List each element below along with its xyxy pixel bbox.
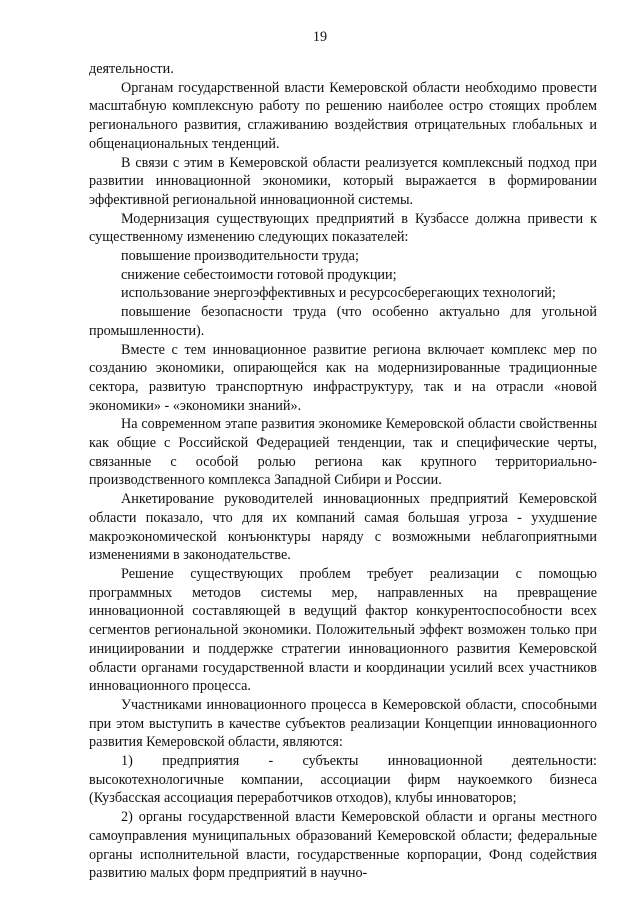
list-item: использование энергоэффективных и ресурсосберегающих технологий; <box>121 285 556 302</box>
paragraph: Решение существующих проблем требует реализации с помощью программных методов системы мер, направленных на превращение инновационной составляющей в ведущий фактор конкурентоспособности всех сегментов региональной экономики. Положительный эффект возможен только при инициировании и поддержке стратегии инновационного развития Кемеровской области органами государственной власти и координации усилий всех участников инновационного процесса. <box>89 565 597 695</box>
paragraph: Анкетирование руководителей инновационных предприятий Кемеровской области показало, что для их компаний самая большая угроза - ухудшение макроэкономической конъюнктуры наряду с возможными неблагоприятными изменениями в законодательстве. <box>89 491 597 564</box>
paragraph: Вместе с тем инновационное развитие региона включает комплекс мер по созданию экономики, опирающейся как на модернизированные традиционные сектора, развитую транспортную инфраструктуру, так и на отрасли «новой экономики» - «экономики знаний». <box>89 341 597 414</box>
paragraph: На современном этапе развития экономике Кемеровской области свойственны как общие с Российской Федерацией тенденции, так и специфические черты, связанные с особой ролью региона как крупного территориально-производственного комплекса Западной Сибири и России. <box>89 416 597 489</box>
document-body <box>89 60 597 883</box>
list-item: повышение производительности труда; <box>121 248 359 265</box>
page-number: 19 <box>312 29 328 45</box>
paragraph: Модернизация существующих предприятий в Кузбассе должна привести к существенному изменению следующих показателей: <box>89 210 597 246</box>
numbered-item: 1) предприятия - субъекты инновационной деятельности: высокотехнологичные компании, ассоциации фирм наукоемкого бизнеса (Кузбасская ассоциация переработчиков отходов), клубы инноваторов; <box>89 753 597 807</box>
paragraph: Органам государственной власти Кемеровской области необходимо провести масштабную комплексную работу по решению наиболее остро стоящих проблем регионального развития, сглаживанию воздействия отрицательных глобальных и общенациональных тенденций. <box>89 79 597 152</box>
numbered-item: 2) органы государственной власти Кемеровской области и органы местного самоуправления муниципальных образований Кемеровской области; федеральные органы исполнительной власти, государственные корпорации, Фонд содействия развитию малых форм предприятий в научно- <box>89 809 597 882</box>
list-item: повышение безопасности труда (что особенно актуально для угольной промышленности). <box>89 304 597 339</box>
paragraph-continuation: деятельности. <box>89 61 174 77</box>
list-item: снижение себестоимости готовой продукции; <box>121 266 397 283</box>
paragraph: Участниками инновационного процесса в Кемеровской области, способными при этом выступить в качестве субъектов реализации Концепции инновационного развития Кемеровской области, являются: <box>89 696 597 751</box>
paragraph: В связи с этим в Кемеровской области реализуется комплексный подход при развитии инновационной экономики, который выражается в формировании эффективной региональной инновационной системы. <box>89 154 597 208</box>
